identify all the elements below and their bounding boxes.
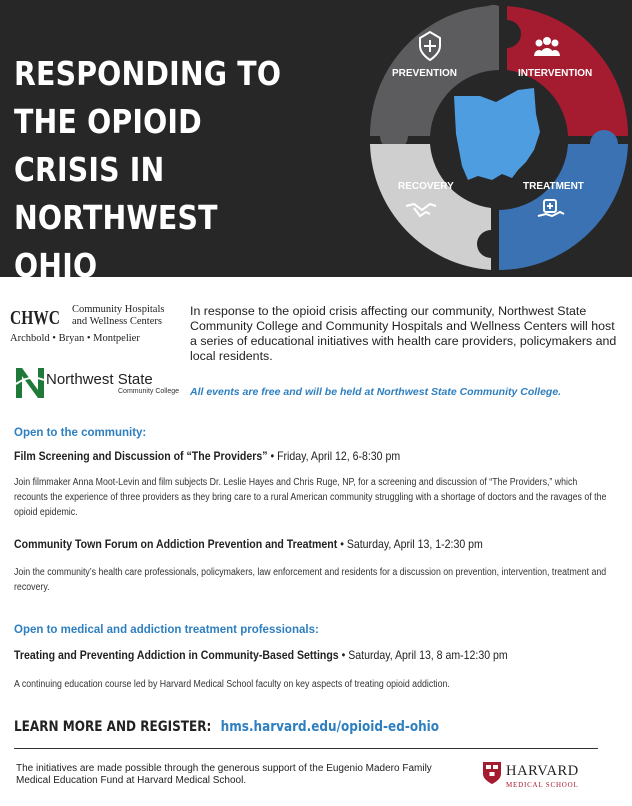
intervention-label: INTERVENTION xyxy=(518,68,593,79)
event-when: • Saturday, April 13, 1-2:30 pm xyxy=(340,537,483,551)
northwest-state-subtitle: Community College xyxy=(118,388,180,395)
section-heading-professionals: Open to medical and addiction treatment professionals: xyxy=(14,624,319,636)
harvard-name: HARVARD xyxy=(506,763,579,779)
register-link[interactable]: hms.harvard.edu/opioid-ed-ohio xyxy=(220,719,440,735)
prevention-label: PREVENTION xyxy=(392,68,458,79)
hero-banner xyxy=(0,0,632,285)
event-name: Treating and Preventing Addiction in Community-Based Settings xyxy=(14,648,339,662)
free-events-note: All events are free and will be held at Northwest State Community College. xyxy=(190,386,562,398)
harvard-subtitle: MEDICAL SCHOOL xyxy=(506,781,579,789)
harvard-medical-school-logo xyxy=(482,760,602,794)
event-title-film-screening xyxy=(14,449,400,463)
event-when: • Friday, April 12, 6-8:30 pm xyxy=(270,449,401,463)
ohio-state-shape xyxy=(454,88,540,180)
section-heading-community: Open to the community: xyxy=(14,427,147,439)
northwest-state-name: Northwest State xyxy=(46,371,153,388)
chwc-towns: Archbold • Bryan • Montpelier xyxy=(10,333,140,344)
chwc-mark-text: CHWC xyxy=(10,307,60,329)
event-description-town-forum: Join the community’s health care professionals, policymakers, law enforcement and residents for a discussion on prevention, intervention, treatment and recovery. xyxy=(14,567,607,593)
banner-title: RESPONDING TO THE OPIOID CRISIS IN NORTHWEST OHIO xyxy=(14,54,282,285)
recovery-label: RECOVERY xyxy=(398,181,454,192)
learn-more-label: LEARN MORE AND REGISTER: xyxy=(14,719,212,735)
support-statement: The initiatives are made possible through the generous support of the Eugenio Madero Family Medical Education Fund at Harvard Medical School. xyxy=(16,763,432,786)
event-title-town-forum xyxy=(14,537,483,551)
event-title-treating-addiction xyxy=(14,648,508,662)
event-description-treating-addiction: A continuing education course led by Harvard Medical School faculty on key aspects of treating opioid addiction. xyxy=(14,679,450,690)
event-description-film-screening: Join filmmaker Anna Moot-Levin and film subjects Dr. Leslie Hayes and Chris Ruge, NP, for a screening and discussion of “The Providers,” which recounts the experience of three providers as they bring care to a rural American community struggling with a shortage of doctors and the ravages of the opioid epidemic. xyxy=(14,477,607,518)
chwc-logo-mark xyxy=(10,304,62,328)
footer-divider xyxy=(14,748,598,749)
harvard-shield-icon xyxy=(482,761,502,785)
chwc-name: Community Hospitals and Wellness Centers xyxy=(72,304,165,327)
partner-logos xyxy=(10,300,180,410)
event-name: Film Screening and Discussion of “The Providers” xyxy=(14,449,268,463)
event-when: • Saturday, April 13, 8 am-12:30 pm xyxy=(341,648,508,662)
treatment-label: TREATMENT xyxy=(523,181,584,192)
puzzle-graphic xyxy=(368,4,630,272)
event-name: Community Town Forum on Addiction Prevention and Treatment xyxy=(14,537,338,551)
northwest-state-logo-mark xyxy=(14,364,46,400)
learn-more-line xyxy=(14,719,439,735)
intro-paragraph: In response to the opioid crisis affecting our community, Northwest State Community College and Community Hospitals and Wellness Centers will host a series of educational initiatives with health care providers, policymakers and local residents. xyxy=(190,304,617,363)
